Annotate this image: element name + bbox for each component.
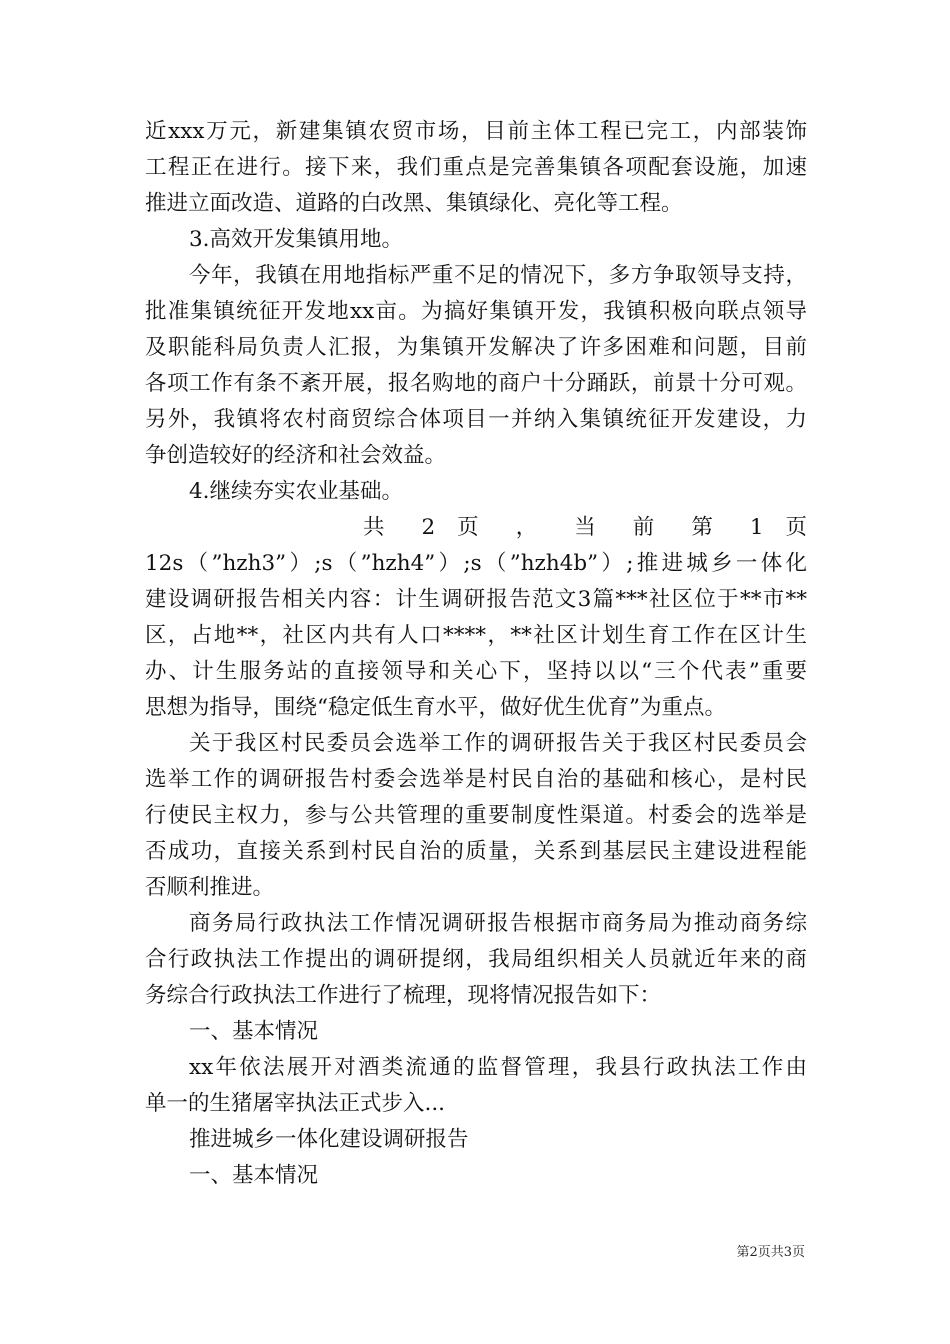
text-line: 今年，我镇在用地指标严重不足的情况下，多方争取领导支持， (189, 263, 807, 288)
text-line: 建设调研报告相关内容：计生调研报告范文3篇***社区位于**市** (145, 587, 807, 612)
text-line: 及职能科局负责人汇报，为集镇开发解决了许多困难和问题，目前 (145, 335, 807, 360)
text-line: 一、基本情况 (189, 1019, 319, 1044)
text-line: 另外，我镇将农村商贸综合体项目一并纳入集镇统征开发建设，力 (145, 407, 807, 432)
text-line: 共 2 页 ， 当 前 第 1 页 (363, 515, 807, 540)
text-line: 12s（”hzh3”）;s（”hzh4”）;s（”hzh4b”）;推进城乡一体化 (145, 551, 807, 576)
text-line: 务综合行政执法工作进行了梳理，现将情况报告如下： (145, 983, 662, 1008)
text-line: 办、计生服务站的直接领导和关心下，坚持以以“三个代表”重要 (145, 659, 807, 684)
text-line: 关于我区村民委员会选举工作的调研报告关于我区村民委员会 (189, 731, 807, 756)
text-line: 4.继续夯实农业基础。 (189, 479, 404, 504)
page-footer: 第2页共3页 (736, 1245, 805, 1260)
text-line: 争创造较好的经济和社会效益。 (145, 443, 447, 468)
text-line: 3.高效开发集镇用地。 (189, 227, 404, 252)
text-line: 区，占地**，社区内共有人口****，**社区计划生育工作在区计生 (145, 623, 807, 648)
text-line: 批准集镇统征开发地xx亩。为搞好集镇开发，我镇积极向联点领导 (145, 299, 807, 324)
text-line: 工程正在进行。接下来，我们重点是完善集镇各项配套设施，加速 (145, 155, 807, 180)
text-line: 各项工作有条不紊开展，报名购地的商户十分踊跃，前景十分可观。 (145, 371, 807, 396)
text-line: 商务局行政执法工作情况调研报告根据市商务局为推动商务综 (189, 911, 807, 936)
text-line: 推进立面改造、道路的白改黑、集镇绿化、亮化等工程。 (145, 191, 683, 216)
text-line: 否成功，直接关系到村民自治的质量，关系到基层民主建设进程能 (145, 839, 807, 864)
text-line: 选举工作的调研报告村委会选举是村民自治的基础和核心，是村民 (145, 767, 807, 792)
text-line: 思想为指导，围绕“稳定低生育水平，做好优生优育”为重点。 (145, 695, 726, 720)
text-line: 否顺利推进。 (145, 875, 275, 900)
text-line: 一、基本情况 (189, 1163, 319, 1188)
text-line: 行使民主权力，参与公共管理的重要制度性渠道。村委会的选举是 (145, 803, 807, 828)
text-line: 推进城乡一体化建设调研报告 (189, 1127, 469, 1152)
text-line: 合行政执法工作提出的调研提纲，我局组织相关人员就近年来的商 (145, 947, 807, 972)
document-body (145, 114, 807, 1194)
text-line: 单一的生猪屠宰执法正式步入... (145, 1091, 446, 1116)
text-line: xx年依法展开对酒类流通的监督管理，我县行政执法工作由 (189, 1055, 807, 1080)
text-line: 近xxx万元，新建集镇农贸市场，目前主体工程已完工，内部装饰 (145, 119, 807, 144)
